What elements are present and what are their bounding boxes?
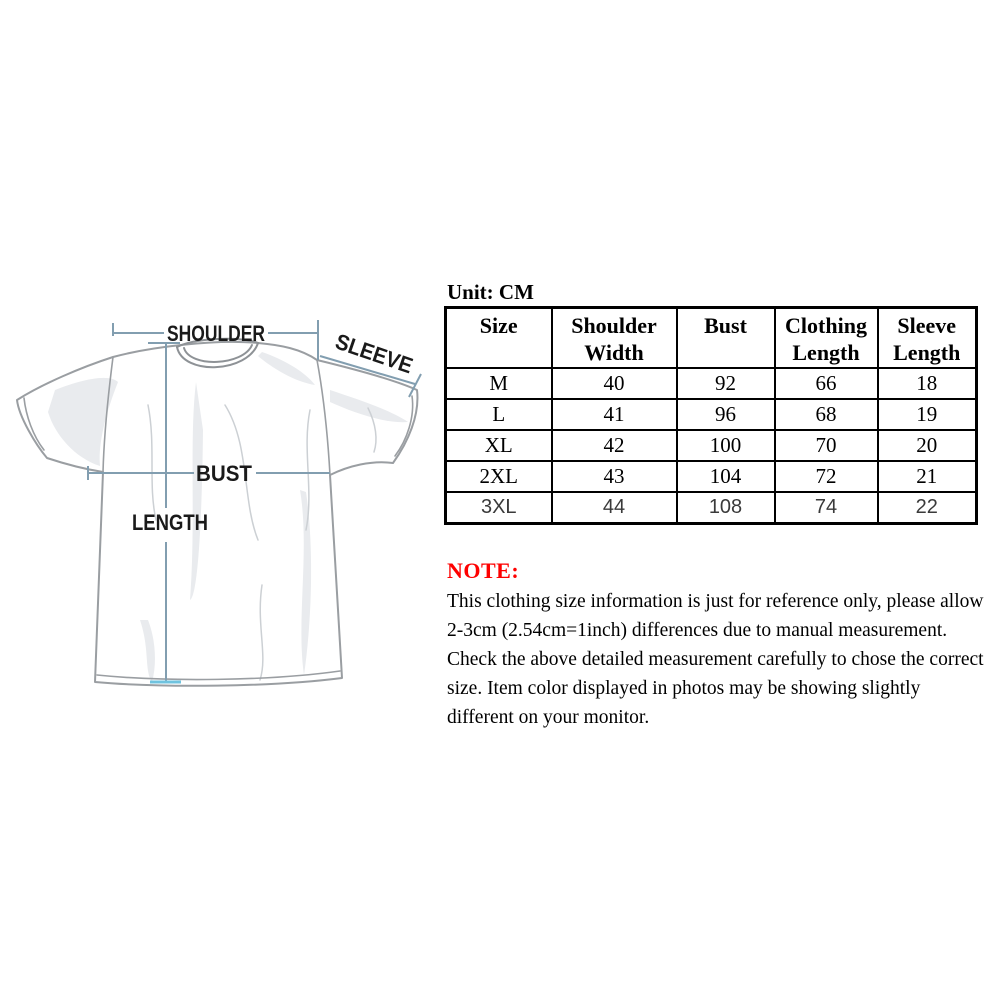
table-cell: 2XL	[446, 461, 552, 492]
table-cell: 72	[775, 461, 878, 492]
table-row	[446, 399, 977, 430]
table-cell: 18	[878, 368, 977, 399]
table-cell: 40	[552, 368, 677, 399]
table-row	[446, 368, 977, 399]
table-cell: XL	[446, 430, 552, 461]
size-info-column	[444, 279, 984, 732]
table-cell: M	[446, 368, 552, 399]
sleeve-label: SLEEVE	[332, 328, 423, 381]
table-cell: 66	[775, 368, 878, 399]
table-cell: 74	[775, 492, 878, 524]
table-cell: L	[446, 399, 552, 430]
table-row	[446, 461, 977, 492]
table-cell: 19	[878, 399, 977, 430]
table-cell: 96	[677, 399, 775, 430]
table-cell: 108	[677, 492, 775, 524]
note-heading: NOTE:	[447, 558, 520, 583]
note-section	[444, 558, 987, 732]
table-cell: 3XL	[446, 492, 552, 524]
col-header-shoulder-width: Shoulder Width	[552, 308, 677, 369]
table-cell: 22	[878, 492, 977, 524]
table-cell: 20	[878, 430, 977, 461]
table-cell: 43	[552, 461, 677, 492]
shoulder-label: SHOULDER	[167, 321, 266, 346]
unit-label: Unit: CM	[447, 280, 534, 304]
table-cell: 100	[677, 430, 775, 461]
tshirt-diagram	[0, 290, 450, 710]
col-header-bust: Bust	[677, 308, 775, 369]
bust-label: BUST	[196, 461, 253, 486]
size-table	[444, 306, 978, 525]
table-header-row	[446, 308, 977, 369]
note-body: This clothing size information is just for reference only, please allow 2-3cm (2.54cm=1inch) differences due to manual measurement. Check the above detailed measurement carefully to chose the correct size. Item color displayed in photos may be showing slightly different on your monitor.	[447, 591, 984, 728]
table-cell: 92	[677, 368, 775, 399]
col-header-clothing-length: Clothing Length	[775, 308, 878, 369]
table-cell: 41	[552, 399, 677, 430]
table-row	[446, 492, 977, 524]
table-row	[446, 430, 977, 461]
table-cell: 21	[878, 461, 977, 492]
table-cell: 70	[775, 430, 878, 461]
length-label: LENGTH	[132, 510, 208, 535]
table-cell: 42	[552, 430, 677, 461]
col-header-size: Size	[446, 308, 552, 369]
col-header-sleeve-length: Sleeve Length	[878, 308, 977, 369]
table-cell: 44	[552, 492, 677, 524]
table-cell: 68	[775, 399, 878, 430]
table-cell: 104	[677, 461, 775, 492]
tshirt-diagram-svg	[0, 290, 450, 710]
